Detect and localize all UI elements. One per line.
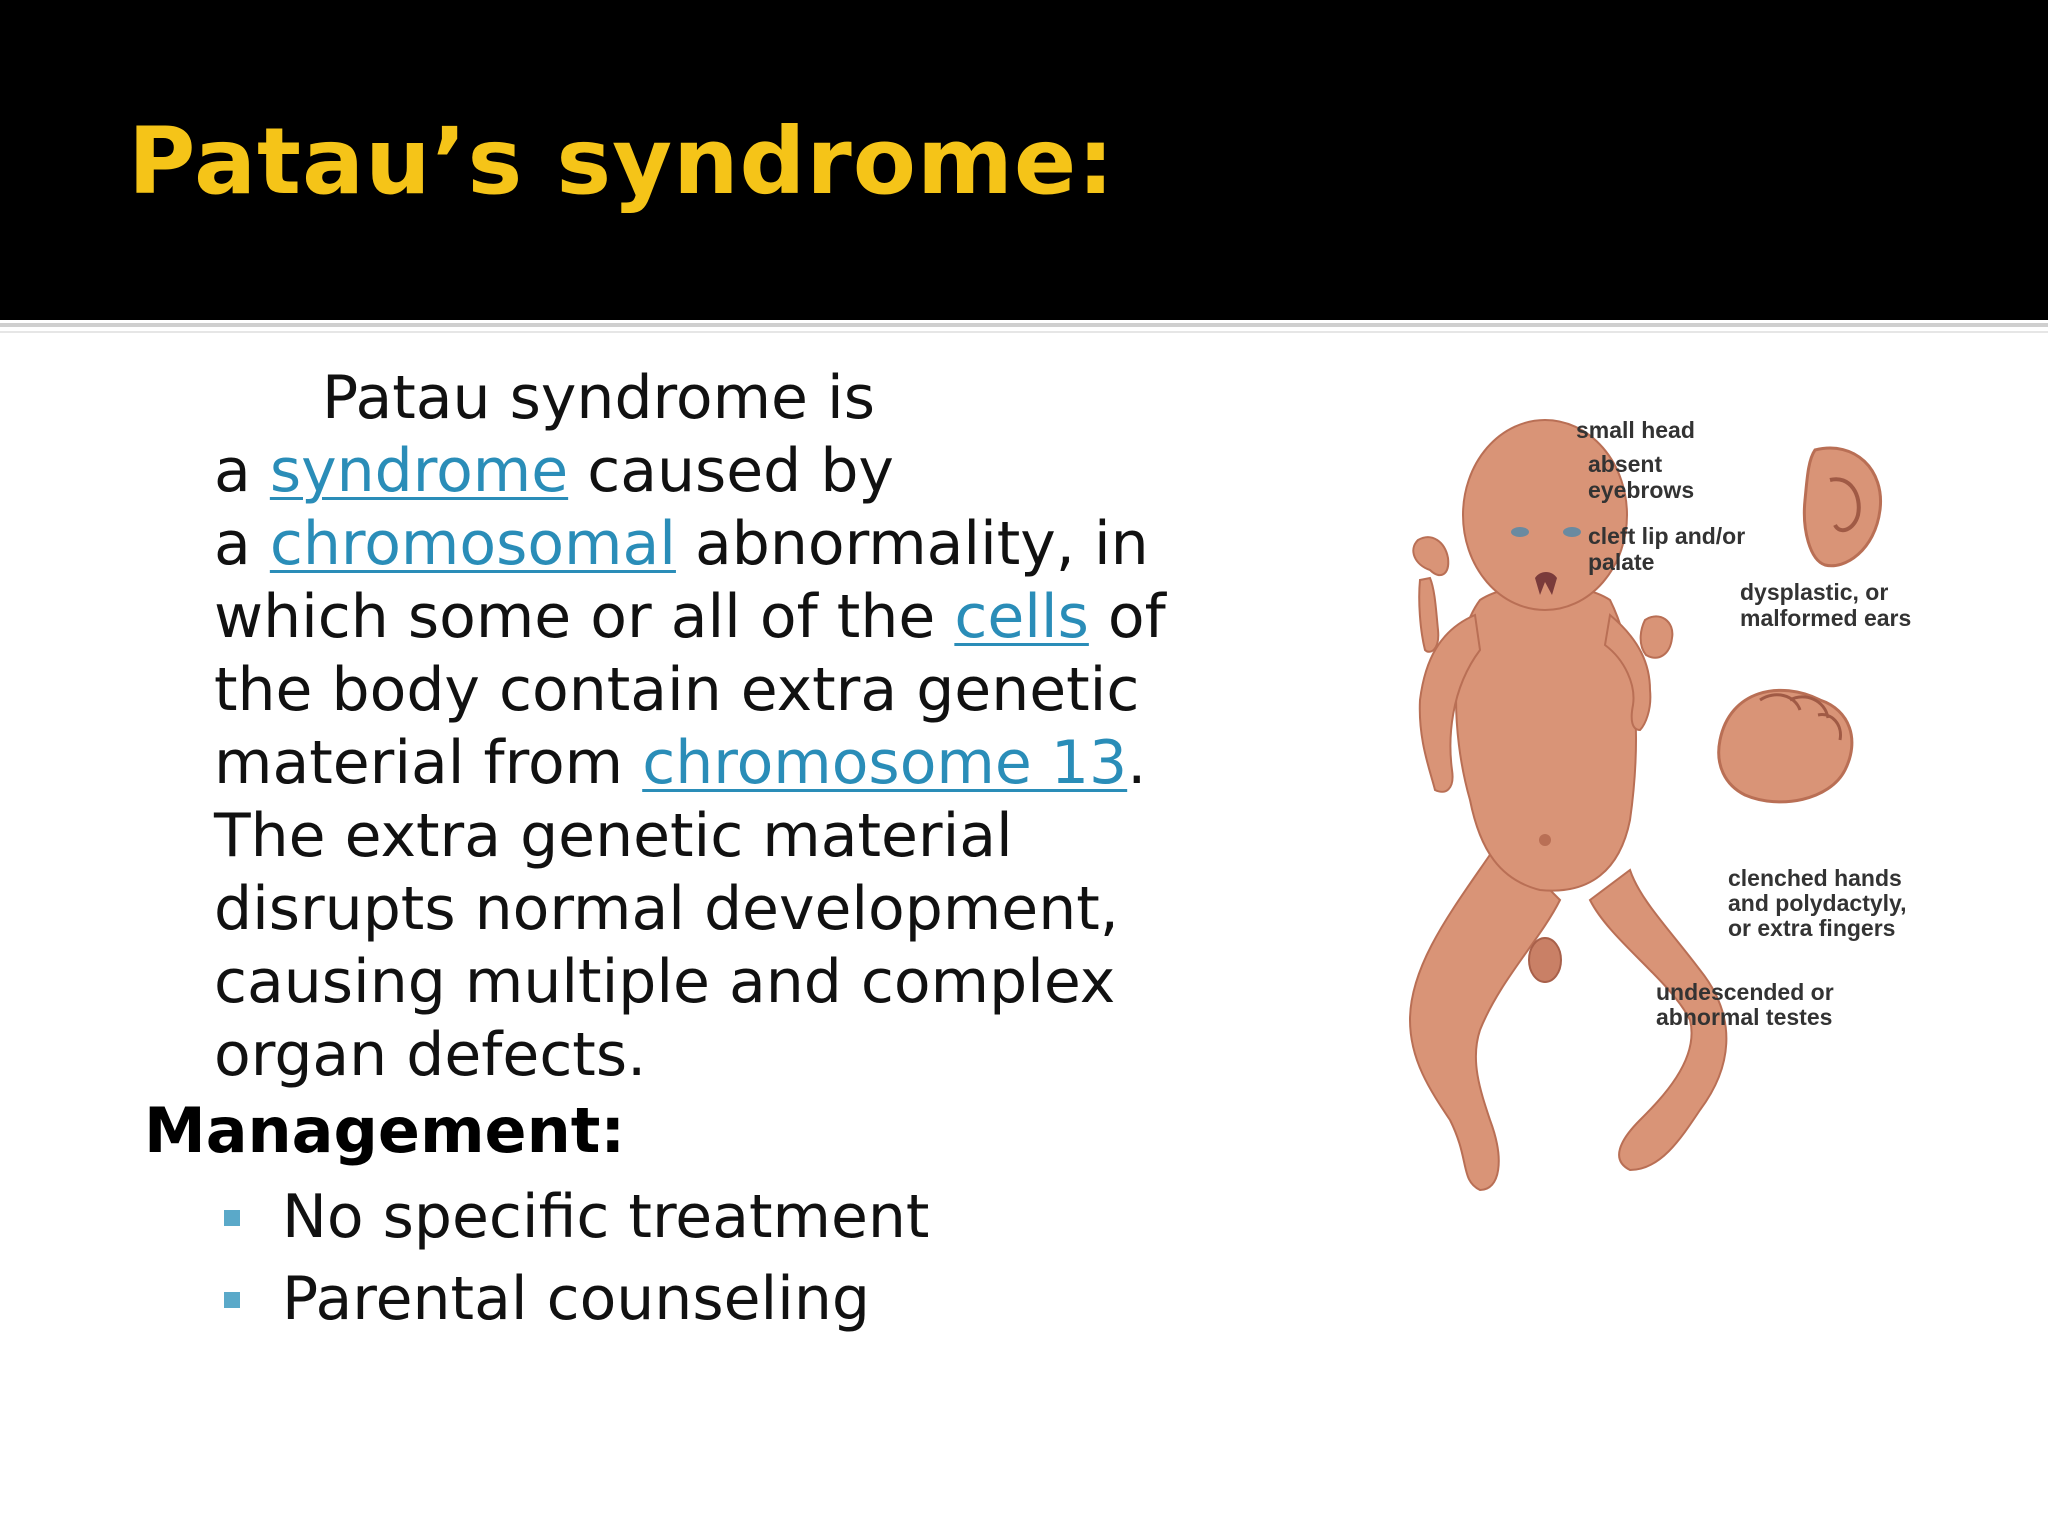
patau-infant-illustration: [1340, 400, 1940, 1200]
ear-detail: [1804, 448, 1880, 566]
label-absent-eyebrows: absent: [1588, 451, 1663, 477]
syndrome-link[interactable]: syndrome: [269, 436, 569, 506]
para-text: .: [1127, 728, 1147, 798]
chromosomal-link[interactable]: chromosomal: [269, 509, 676, 579]
para-text: a: [214, 509, 270, 579]
label-hands: clenched hands: [1728, 865, 1902, 891]
para-text: causing multiple and complex: [214, 947, 1116, 1017]
management-list: [220, 1176, 929, 1340]
label-small-head: small head: [1576, 417, 1695, 443]
para-text: caused by: [568, 436, 894, 506]
label-ears: malformed ears: [1740, 605, 1912, 631]
para-text: which some or all of the: [214, 582, 955, 652]
management-heading: Management:: [144, 1094, 626, 1167]
chromosome-13-link[interactable]: chromosome 13: [642, 728, 1128, 798]
para-text: disrupts normal development,: [214, 874, 1119, 944]
para-text: material from: [214, 728, 643, 798]
slide-title: Patau’s syndrome:: [128, 108, 1116, 215]
label-cleft: palate: [1588, 549, 1655, 575]
hand-detail: [1719, 690, 1852, 802]
label-hands: or extra fingers: [1728, 915, 1896, 941]
header-divider: [0, 323, 2048, 327]
label-hands: and polydactyly,: [1728, 890, 1907, 916]
para-text: The extra genetic material: [214, 801, 1013, 871]
list-item-text: Parental counseling: [282, 1264, 870, 1334]
list-item: [220, 1258, 929, 1340]
header-divider-thin: [0, 331, 2048, 333]
para-text: of: [1088, 582, 1166, 652]
para-text: the body contain extra genetic: [214, 655, 1140, 725]
label-testes: undescended or: [1656, 979, 1834, 1005]
cells-link[interactable]: cells: [954, 582, 1089, 652]
para-text: a: [214, 436, 270, 506]
label-testes: abnormal testes: [1656, 1004, 1833, 1030]
para-text: Patau syndrome is: [322, 363, 875, 433]
description-paragraph: [214, 362, 1224, 1092]
para-text: abnormality, in: [675, 509, 1149, 579]
label-cleft: cleft lip and/or: [1588, 523, 1746, 549]
list-item-text: No specific treatment: [282, 1182, 930, 1252]
square-bullet-icon: [224, 1292, 240, 1308]
square-bullet-icon: [224, 1210, 240, 1226]
label-absent-eyebrows: eyebrows: [1588, 477, 1695, 503]
list-item: [220, 1176, 929, 1258]
para-text: organ defects.: [214, 1020, 647, 1090]
label-ears: dysplastic, or: [1740, 579, 1889, 605]
